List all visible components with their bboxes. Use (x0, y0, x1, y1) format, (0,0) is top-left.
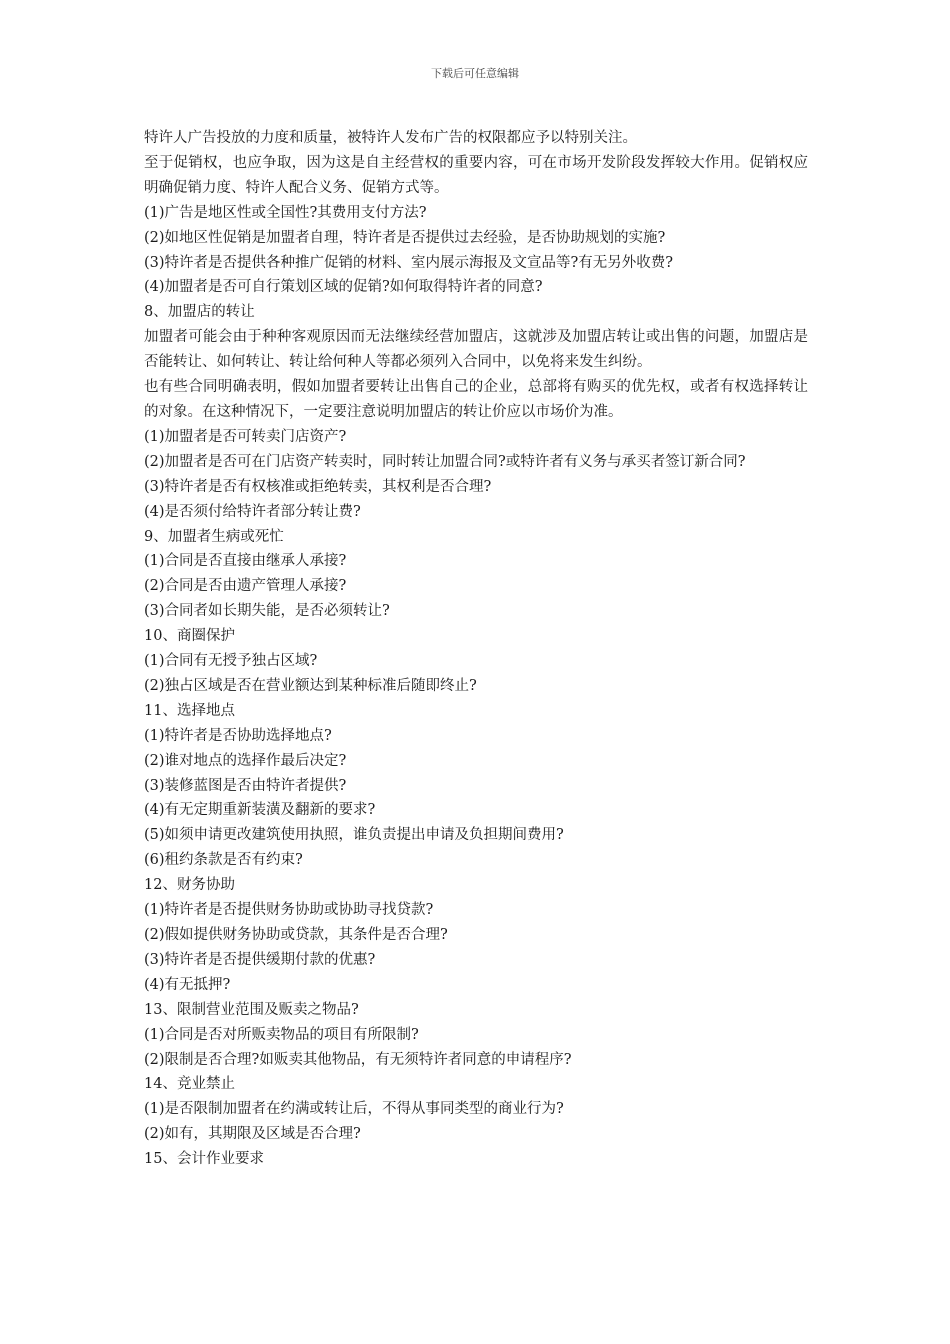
paragraph: (2)如有，其期限及区域是否合理? (144, 1126, 361, 1143)
paragraph: (1)合同有无授予独占区域? (144, 653, 318, 670)
paragraph: (3)装修蓝图是否由特许者提供? (144, 777, 347, 794)
paragraph: (2)加盟者是否可在门店资产转卖时，同时转让加盟合同?或特许者有义务与承买者签订新合同? (144, 453, 746, 470)
paragraph: (1)合同是否对所贩卖物品的项目有所限制? (144, 1026, 419, 1043)
paragraph: (1)特许者是否提供财务协助或协助寻找贷款? (144, 902, 434, 919)
paragraph: (4)是否须付给特许者部分转让费? (144, 503, 361, 520)
paragraph: 11、选择地点 (144, 702, 235, 719)
paragraph: 12、财务协助 (144, 877, 235, 894)
paragraph: (3)特许者是否有权核准或拒绝转卖，其权利是否合理? (144, 478, 492, 495)
paragraph: (1)特许者是否协助选择地点? (144, 727, 332, 744)
document-body (144, 126, 808, 1172)
paragraph: (1)合同是否直接由继承人承接? (144, 553, 347, 570)
paragraph: 加盟者可能会由于种种客观原因而无法继续经营加盟店，这就涉及加盟店转让或出售的问题，加盟店是否能转让、如何转让、转让给何种人等都必须列入合同中，以免将来发生纠纷。 (144, 329, 808, 371)
paragraph: (3)特许者是否提供缓期付款的优惠? (144, 951, 376, 968)
paragraph: (3)特许者是否提供各种推广促销的材料、室内展示海报及文宣品等?有无另外收费? (144, 254, 674, 271)
paragraph: (4)有无抵押? (144, 976, 231, 993)
paragraph: (2)合同是否由遗产管理人承接? (144, 578, 347, 595)
paragraph: (1)加盟者是否可转卖门店资产? (144, 428, 347, 445)
paragraph: 14、竞业禁止 (144, 1076, 235, 1093)
paragraph: (2)限制是否合理?如贩卖其他物品，有无须特许者同意的申请程序? (144, 1051, 572, 1068)
paragraph: 15、会计作业要求 (144, 1151, 264, 1168)
paragraph: (2)谁对地点的选择作最后决定? (144, 752, 347, 769)
paragraph: (1)广告是地区性或全国性?其费用支付方法? (144, 204, 427, 221)
paragraph: (2)假如提供财务协助或贷款，其条件是否合理? (144, 927, 448, 943)
paragraph: 13、限制营业范围及贩卖之物品? (144, 1001, 359, 1018)
paragraph: (4)有无定期重新装潢及翻新的要求? (144, 802, 376, 819)
paragraph: 至于促销权，也应争取，因为这是自主经营权的重要内容，可在市场开发阶段发挥较大作用。促销权应明确促销力度、特许人配合义务、促销方式等。 (144, 154, 808, 196)
paragraph: (3)合同者如长期失能，是否必须转让? (144, 603, 390, 620)
paragraph: 10、商圈保护 (144, 628, 235, 645)
paragraph: 9、加盟者生病或死忙 (144, 528, 284, 545)
paragraph: (6)租约条款是否有约束? (144, 852, 303, 869)
page-header: 下载后可任意编辑 (431, 67, 519, 80)
paragraph: (4)加盟者是否可自行策划区域的促销?如何取得特许者的同意? (144, 279, 543, 296)
paragraph: (2)如地区性促销是加盟者自理，特许者是否提供过去经验，是否协助规划的实施? (144, 229, 666, 246)
paragraph: 也有些合同明确表明，假如加盟者要转让出售自己的企业，总部将有购买的优先权，或者有权选择转让的对象。在这种情况下，一定要注意说明加盟店的转让价应以市场价为准。 (144, 379, 808, 420)
paragraph: (5)如须申请更改建筑使用执照，谁负责提出申请及负担期间费用? (144, 827, 564, 844)
paragraph: (2)独占区域是否在营业额达到某种标准后随即终止? (144, 677, 477, 694)
paragraph: 8、加盟店的转让 (144, 304, 255, 321)
paragraph: (1)是否限制加盟者在约满或转让后，不得从事同类型的商业行为? (144, 1101, 564, 1118)
paragraph: 特许人广告投放的力度和质量，被特许人发布广告的权限都应予以特别关注。 (144, 130, 637, 146)
